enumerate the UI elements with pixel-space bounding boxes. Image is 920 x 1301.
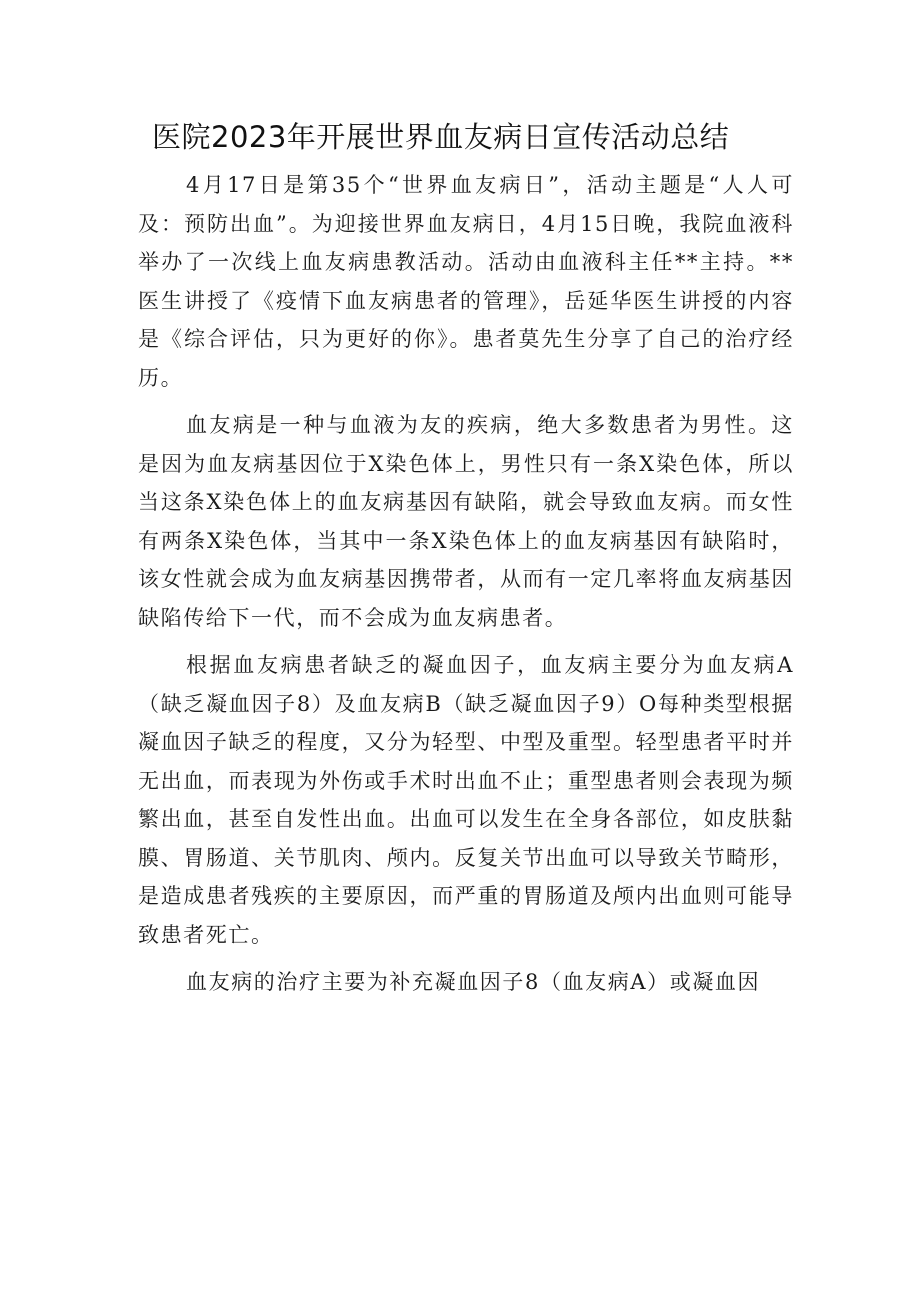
paragraph-classification: 根据血友病患者缺乏的凝血因子，血友病主要分为血友病A（缺乏凝血因子8）及血友病B（缺乏凝血因子9）O每种类型根据凝血因子缺乏的程度，又分为轻型、中型及重型。轻型患者平时并无出血，而表现为外伤或手术时出血不止；重型患者则会表现为频繁出血，甚至自发性出血。出血可以发生在全身各部位，如皮肤黏膜、胃肠道、关节肌肉、颅内。反复关节出血可以导致关节畸形，是造成患者残疾的主要原因，而严重的胃肠道及颅内出血则可能导致患者死亡。 <box>138 653 794 947</box>
document-body <box>138 166 794 1011</box>
document-title: 医院2023年开展世界血友病日宣传活动总结 <box>152 120 730 154</box>
paragraph-world-hemophilia-day: 4月17日是第35个“世界血友病日”，活动主题是“人人可及：预防出血”。为迎接世界血友病日，4月15日晚，我院血液科举办了一次线上血友病患教活动。活动由血液科主任**主持。**医生讲授了《疫情下血友病患者的管理》，岳延华医生讲授的内容是《综合评估，只为更好的你》。患者莫先生分享了自己的治疗经历。 <box>138 173 794 390</box>
paragraph-genetics: 血友病是一种与血液为友的疾病，绝大多数患者为男性。这是因为血友病基因位于X染色体上，男性只有一条X染色体，所以当这条X染色体上的血友病基因有缺陷，就会导致血友病。而女性有两条X染色体，当其中一条X染色体上的血友病基因有缺陷时，该女性就会成为血友病基因携带者，从而有一定几率将血友病基因缺陷传给下一代，而不会成为血友病患者。 <box>138 413 794 630</box>
paragraph-treatment: 血友病的治疗主要为补充凝血因子8（血友病A）或凝血因 <box>186 970 761 994</box>
